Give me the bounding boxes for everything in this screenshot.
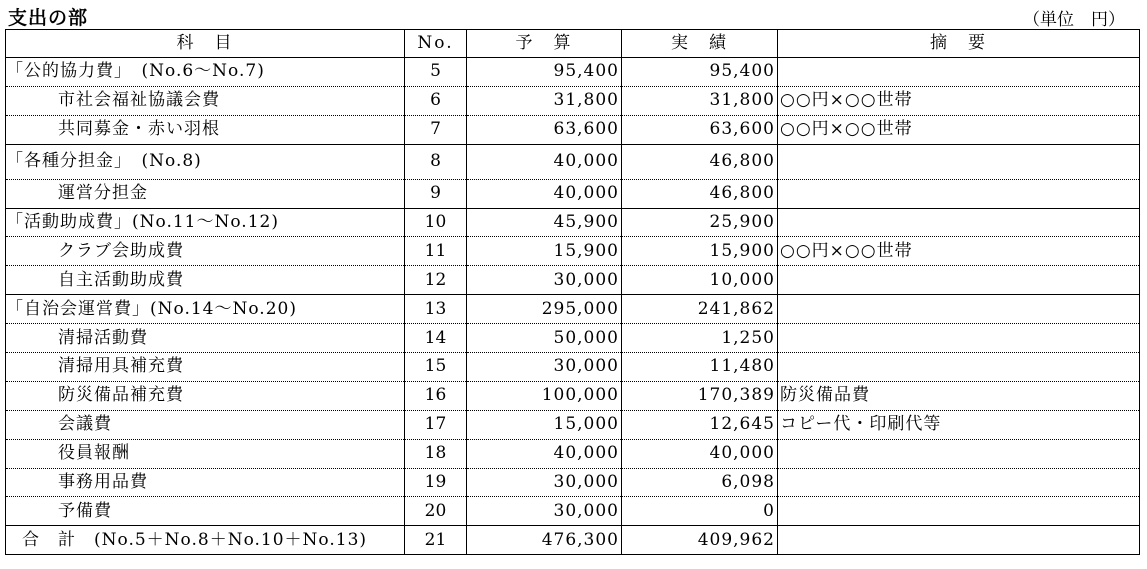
row-actual: 409,962 <box>622 526 778 555</box>
row-budget: 63,600 <box>467 115 622 144</box>
row-note <box>778 439 1140 468</box>
table-row <box>6 497 1140 526</box>
row-actual: 6,098 <box>622 468 778 497</box>
row-no: 7 <box>405 115 467 144</box>
row-no: 8 <box>405 144 467 179</box>
header-actual: 実 績 <box>622 30 778 58</box>
row-note <box>778 58 1140 87</box>
row-no: 19 <box>405 468 467 497</box>
row-note <box>778 266 1140 295</box>
row-budget: 40,000 <box>467 179 622 208</box>
row-item: 清掃用具補充費 <box>6 353 405 382</box>
row-budget: 15,000 <box>467 410 622 439</box>
row-actual: 241,862 <box>622 295 778 324</box>
row-actual: 1,250 <box>622 324 778 353</box>
table-row <box>6 266 1140 295</box>
table-row <box>6 324 1140 353</box>
header-row <box>6 30 1140 58</box>
expenditure-table <box>5 29 1140 555</box>
row-item: クラブ会助成費 <box>6 237 405 266</box>
header-note: 摘 要 <box>778 30 1140 58</box>
row-item: 防災備品補充費 <box>6 381 405 410</box>
row-no: 9 <box>405 179 467 208</box>
table-row <box>6 353 1140 382</box>
row-item: 会議費 <box>6 410 405 439</box>
row-item: 市社会福祉協議会費 <box>6 86 405 115</box>
row-budget: 50,000 <box>467 324 622 353</box>
row-no: 17 <box>405 410 467 439</box>
row-actual: 12,645 <box>622 410 778 439</box>
row-actual: 46,800 <box>622 179 778 208</box>
row-no: 12 <box>405 266 467 295</box>
row-item: 予備費 <box>6 497 405 526</box>
total-row <box>6 526 1140 555</box>
row-budget: 40,000 <box>467 144 622 179</box>
header-budget: 予 算 <box>467 30 622 58</box>
row-no: 18 <box>405 439 467 468</box>
row-budget: 40,000 <box>467 439 622 468</box>
row-item: 自主活動助成費 <box>6 266 405 295</box>
table-row <box>6 410 1140 439</box>
row-no: 21 <box>405 526 467 555</box>
row-no: 14 <box>405 324 467 353</box>
row-actual: 40,000 <box>622 439 778 468</box>
row-no: 6 <box>405 86 467 115</box>
row-budget: 15,900 <box>467 237 622 266</box>
row-item: 運営分担金 <box>6 179 405 208</box>
row-item: 合 計 (No.5＋No.8＋No.10＋No.13) <box>6 526 405 555</box>
row-actual: 15,900 <box>622 237 778 266</box>
row-item: 「自治会運営費」(No.14～No.20) <box>6 295 405 324</box>
row-item: 「活動助成費」(No.11～No.12) <box>6 208 405 237</box>
table-row <box>6 58 1140 87</box>
row-budget: 45,900 <box>467 208 622 237</box>
header-item: 科 目 <box>6 30 405 58</box>
row-note: 防災備品費 <box>778 381 1140 410</box>
row-no: 11 <box>405 237 467 266</box>
row-budget: 100,000 <box>467 381 622 410</box>
table-row <box>6 86 1140 115</box>
row-no: 15 <box>405 353 467 382</box>
table-row <box>6 237 1140 266</box>
table-row <box>6 208 1140 237</box>
table-row <box>6 468 1140 497</box>
row-note <box>778 526 1140 555</box>
row-budget: 476,300 <box>467 526 622 555</box>
row-budget: 95,400 <box>467 58 622 87</box>
table-row <box>6 144 1140 179</box>
row-budget: 30,000 <box>467 468 622 497</box>
row-actual: 10,000 <box>622 266 778 295</box>
row-actual: 25,900 <box>622 208 778 237</box>
row-actual: 46,800 <box>622 144 778 179</box>
row-note <box>778 179 1140 208</box>
row-item: 「公的協力費」 (No.6～No.7) <box>6 58 405 87</box>
row-budget: 295,000 <box>467 295 622 324</box>
row-note <box>778 144 1140 179</box>
header-no: No. <box>405 30 467 58</box>
row-actual: 95,400 <box>622 58 778 87</box>
row-item: 事務用品費 <box>6 468 405 497</box>
row-actual: 11,480 <box>622 353 778 382</box>
row-note <box>778 324 1140 353</box>
row-note <box>778 468 1140 497</box>
table-row <box>6 179 1140 208</box>
row-budget: 31,800 <box>467 86 622 115</box>
row-item: 共同募金・赤い羽根 <box>6 115 405 144</box>
row-note: ○○円×○○世帯 <box>778 86 1140 115</box>
unit-label: （単位 円） <box>1023 10 1125 30</box>
row-actual: 0 <box>622 497 778 526</box>
row-no: 13 <box>405 295 467 324</box>
table-row <box>6 115 1140 144</box>
row-note <box>778 497 1140 526</box>
row-no: 5 <box>405 58 467 87</box>
row-item: 「各種分担金」 (No.8) <box>6 144 405 179</box>
row-budget: 30,000 <box>467 497 622 526</box>
row-item: 清掃活動費 <box>6 324 405 353</box>
row-note <box>778 353 1140 382</box>
table-row <box>6 381 1140 410</box>
row-actual: 63,600 <box>622 115 778 144</box>
row-note <box>778 295 1140 324</box>
row-no: 10 <box>405 208 467 237</box>
row-no: 20 <box>405 497 467 526</box>
row-budget: 30,000 <box>467 353 622 382</box>
row-note <box>778 208 1140 237</box>
table-row <box>6 295 1140 324</box>
table-row <box>6 439 1140 468</box>
row-actual: 170,389 <box>622 381 778 410</box>
row-item: 役員報酬 <box>6 439 405 468</box>
row-actual: 31,800 <box>622 86 778 115</box>
row-note: コピー代・印刷代等 <box>778 410 1140 439</box>
row-no: 16 <box>405 381 467 410</box>
row-note: ○○円×○○世帯 <box>778 237 1140 266</box>
section-title: 支出の部 <box>8 7 89 29</box>
row-note: ○○円×○○世帯 <box>778 115 1140 144</box>
row-budget: 30,000 <box>467 266 622 295</box>
